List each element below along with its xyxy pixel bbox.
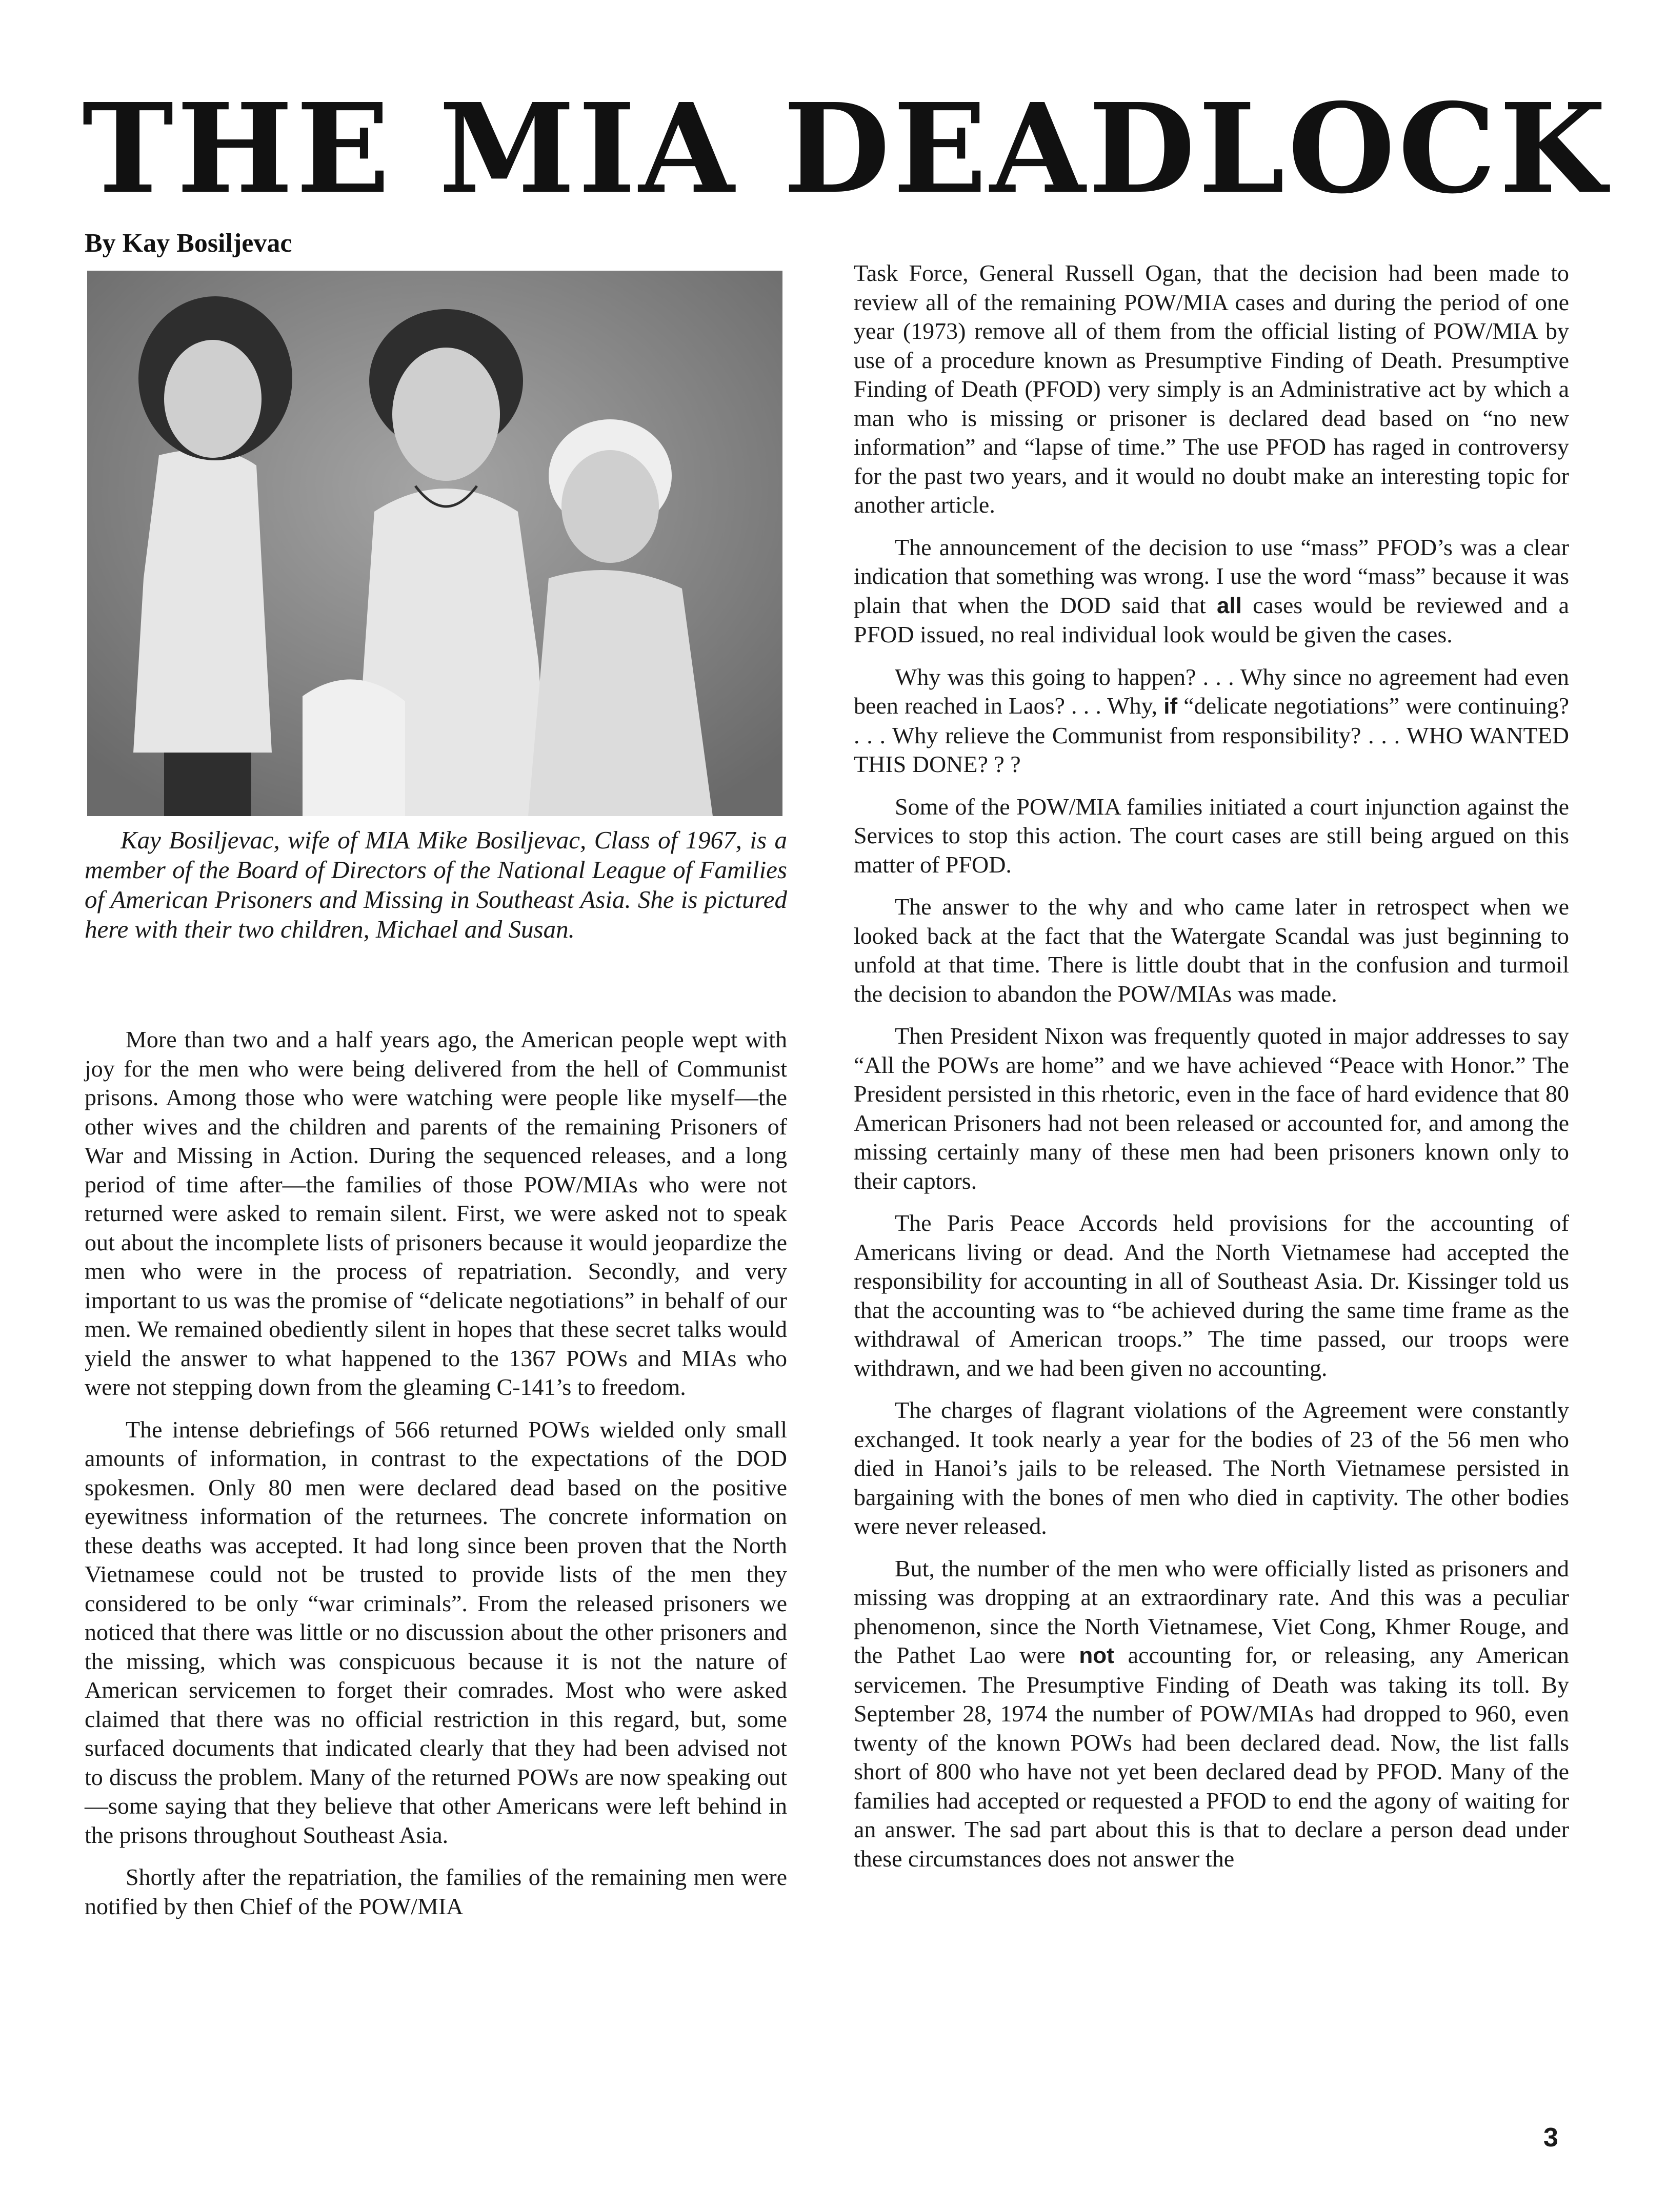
paragraph: Task Force, General Russell Ogan, that the decision had been made to review all of the remaining POW/MIA cases and during the period of one year (1973) remove all of them from the official listing of POW/MIA by use of a procedure known as Presumptive Finding of Death. Presumptive Finding of Death (PFOD) very simply is an Administrative act by which a man who is missing or prisoner is declared dead based on “no new information” and “lapse of time.” The use PFOD has raged in controversy for the past two years, and it would no doubt make an interesting topic for another article. [854,260,1569,518]
paragraph: But, the number of the men who were officially listed as prisoners and missing was dropping at an extraordinary rate. And this was a peculiar phenomenon, since the North Vietnamese, Viet Cong, Khmer Rouge, and the Pathet Lao were not accounting for, or releasing, any American servicemen. The Presumptive Finding of Death was taking its toll. By September 28, 1974 the number of POW/MIAs had dropped to 960, even twenty of the known POWs had been declared dead. Now, the list falls short of 800 who have not yet been declared dead by PFOD. Many of the families had accepted or requested a PFOD to end the agony of waiting for an answer. The sad part about this is that to declare a person dead under these circumstances does not answer the [854,1555,1570,1872]
paragraph: Some of the POW/MIA families initiated a court injunction against the Services to stop this action. The court cases are still being argued on this matter of PFOD. [854,793,1569,878]
emphasis: if [1163,694,1178,719]
paragraph: The announcement of the decision to use “mass” PFOD’s was a clear indication that something was wrong. I use the word “mass” because it was plain that when the DOD said that all cases would be reviewed and a PFOD issued, no real individual look would be given the cases. [854,534,1569,647]
article-title: THE MIA DEADLOCK [82,76,1610,221]
body-column-left [85,1025,787,1934]
girl-face [164,340,262,458]
paragraph: The charges of flagrant violations of the Agreement were constantly exchanged. It took nearly a year for the bodies of 23 of the 56 men who died in Hanoi’s jails to be released. The North Vietnamese persisted in bargaining with the bones of men who died in captivity. The other bodies were never released. [854,1397,1569,1539]
emphasis: not [1079,1643,1114,1668]
family-photo [87,271,782,816]
girl-dress [133,450,272,753]
paragraph: Shortly after the repatriation, the families of the remaining men were notified by then Chief of the POW/MIA [85,1864,787,1919]
mother-face [392,348,500,481]
chair [303,679,405,816]
paragraph: The Paris Peace Accords held provisions for the accounting of Americans living or dead. And the North Vietnamese had accepted the responsibility for accounting in all of Southeast Asia. Dr. Kissinger told us that the accounting was to “be achieved during the same time frame as the withdrawal of American troops.” The time passed, our troops were withdrawn, and we had been given no accounting. [854,1210,1569,1381]
paragraph: Why was this going to happen? . . . Why since no agreement had even been reached in Laos? . . . Why, if “delicate negotiations” were continuing? . . . Why relieve the Communist from responsibility? . . . WHO WANTED THIS DONE? ? ? [854,663,1569,777]
emphasis: all [1216,593,1242,618]
paragraph: More than two and a half years ago, the American people wept with joy for the men who were being delivered from the hell of Communist prisons. Among those who were watching were people like myself—the other wives and the children and parents of the remaining Prisoners of War and Missing in Action. During the sequenced releases, and a long period of time after—the families of those POW/MIAs who were not returned were asked to remain silent. First, we were asked not to speak out about the incomplete lists of prisoners because it would jeopardize the men who were in the process of repatriation. Secondly, and very important to us was the promise of “delicate negotiations” in behalf of our men. We remained obediently silent in hopes that these secret talks would yield the answer to what happened to the 1367 POWs and MIAs who were not stepping down from the gleaming C-141’s to freedom. [85,1026,787,1400]
boy-face [561,450,659,563]
body-column-right [854,259,1569,1886]
byline: By Kay Bosiljevac [85,229,292,258]
paragraph: The intense debriefings of 566 returned POWs wielded only small amounts of information, in contrast to the expectations of the DOD spokesmen. Only 80 men were declared dead based on the positive eyewitness information of the returnees. The concrete information on these deaths was accepted. It had long since been proven that the North Vietnamese could not be trusted to provide lists of the men they considered to be only “war criminals”. From the released prisoners we noticed that there was little or no discussion about the other prisoners and the missing, which was conspicuous because it is not the nature of American servicemen to forget their comrades. Most who were asked claimed that there was no official restriction in this regard, but, some surfaced documents that indicated clearly that they had been advised not to discuss the problem. Many of the returned POWs are now speaking out—some saying that they believe that other Americans were left behind in the prisons throughout Southeast Asia. [85,1416,787,1848]
girl-legs [164,753,251,816]
paragraph: The answer to the why and who came later in retrospect when we looked back at the fact that the Watergate Scandal was just beginning to unfold at that time. There is little doubt that in the confusion and turmoil the decision to abandon the POW/MIAs was made. [854,894,1569,1007]
page-number: 3 [1543,2123,1558,2153]
paragraph: Then President Nixon was frequently quoted in major addresses to say “All the POWs are home” and we have achieved “Peace with Honor.” The President persisted in this rhetoric, even in the face of hard evidence that 80 American Prisoners had not been released or accounted for, and among the missing certainly many of these men had been prisoners known only to their captors. [854,1023,1569,1194]
photo-caption: Kay Bosiljevac, wife of MIA Mike Bosiljevac, Class of 1967, is a member of the Board of Directors of the National League of Families of American Prisoners and Missing in Southeast Asia. She is pictured here with their two children, Michael and Susan. [85,826,787,943]
